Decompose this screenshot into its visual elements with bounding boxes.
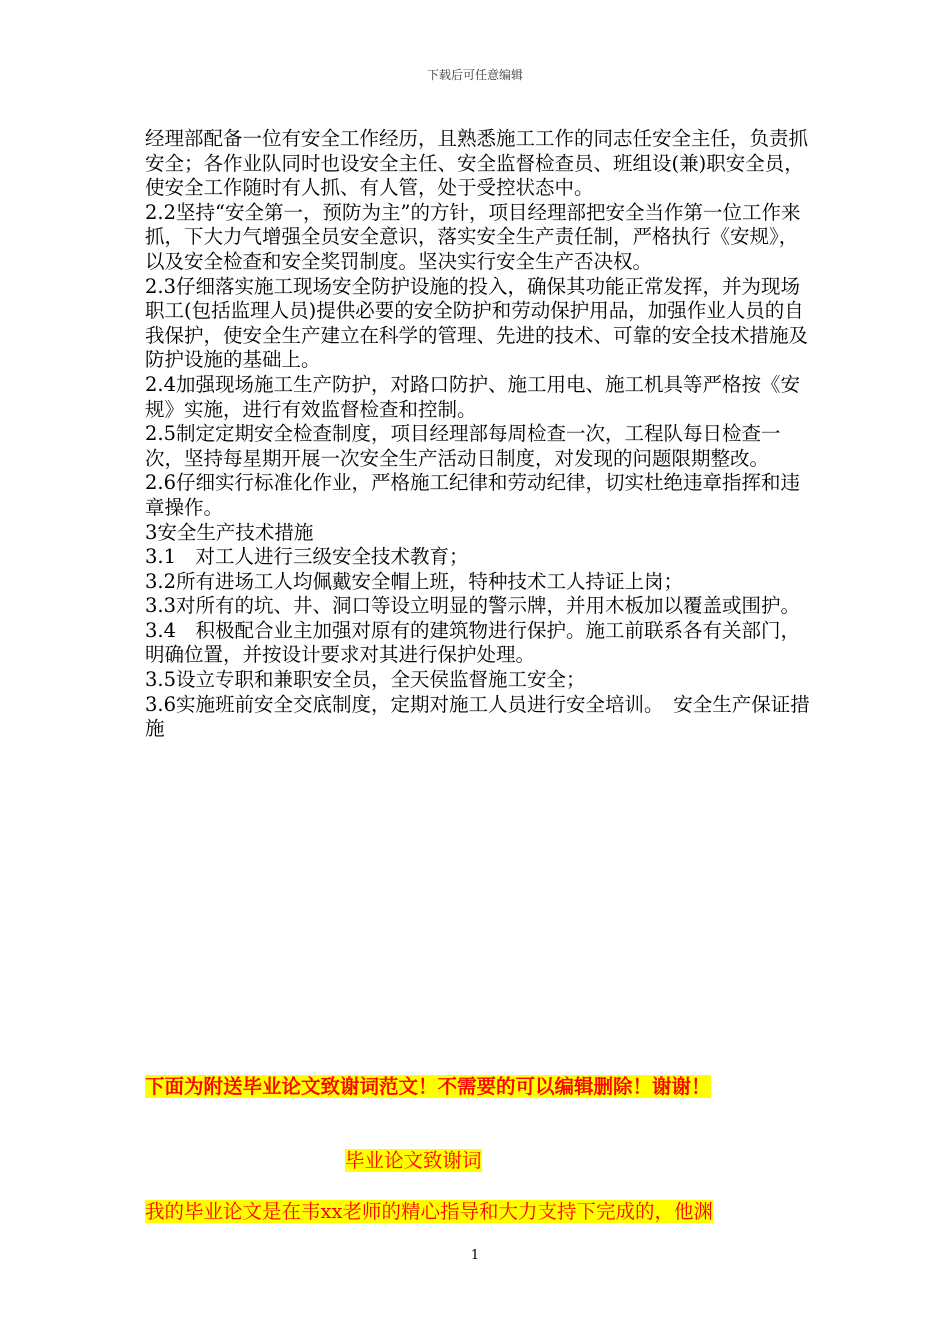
paragraph-2-3: 2.3仔细落实施工现场安全防护设施的投入，确保其功能正常发挥，并为现场职工(包括监理人员)提供必要的安全防护和劳动保护用品，加强作业人员的自我保护，使安全生产建立在科学的管理、先进的技术、可靠的安全技术措施及防护设施的基础上。 bbox=[145, 274, 809, 372]
paragraph-safety-staffing: 经理部配备一位有安全工作经历，且熟悉施工工作的同志任安全主任，负责抓安全；各作业队同时也设安全主任、安全监督检查员、班组设(兼)职安全员，使安全工作随时有人抓、有人管，处于受控状态中。 bbox=[145, 127, 809, 200]
appendix-note-text: 下面为附送毕业论文致谢词范文！不需要的可以编辑删除！谢谢！ bbox=[145, 1075, 711, 1098]
appendix-body bbox=[145, 1196, 815, 1224]
appendix-title bbox=[345, 1145, 482, 1173]
page-header: 下载后可任意编辑 bbox=[426, 68, 523, 82]
paragraph-3-5: 3.5设立专职和兼职安全员，全天侯监督施工安全； bbox=[145, 668, 586, 692]
paragraph-3-6: 3.6实施班前安全交底制度，定期对施工人员进行安全培训。 安全生产保证措施 bbox=[145, 692, 810, 741]
document-body bbox=[145, 127, 815, 742]
paragraph-3-1: 3.1 对工人进行三级安全技术教育； bbox=[145, 545, 469, 569]
page-number: 1 bbox=[470, 1248, 480, 1263]
paragraph-3-2: 3.2所有进场工人均佩戴安全帽上班，特种技术工人持证上岗； bbox=[145, 569, 684, 593]
paragraph-3-4: 3.4 积极配合业主加强对原有的建筑物进行保护。施工前联系各有关部门，明确位置，并按设计要求对其进行保护处理。 bbox=[145, 618, 801, 667]
paragraph-2-4: 2.4加强现场施工生产防护，对路口防护、施工用电、施工机具等严格按《安规》实施，进行有效监督检查和控制。 bbox=[145, 372, 801, 421]
appendix-note bbox=[145, 1071, 815, 1099]
paragraph-2-6: 2.6仔细实行标准化作业，严格施工纪律和劳动纪律，切实杜绝违章指挥和违章操作。 bbox=[145, 471, 801, 519]
appendix-body-text: 我的毕业论文是在韦xx老师的精心指导和大力支持下完成的，他渊 bbox=[145, 1200, 713, 1223]
paragraph-2-2: 2.2坚持“安全第一，预防为主”的方针，项目经理部把安全当作第一位工作来抓，下大力气增强全员安全意识，落实安全生产责任制，严格执行《安规》，以及安全检查和安全奖罚制度。坚决实行安全生产否决权。 bbox=[145, 200, 801, 273]
section-heading-3: 3安全生产技术措施 bbox=[145, 520, 314, 544]
paragraph-3-3: 3.3对所有的坑、井、洞口等设立明显的警示牌，并用木板加以覆盖或围护。 bbox=[145, 594, 801, 618]
appendix-title-text: 毕业论文致谢词 bbox=[345, 1149, 482, 1172]
paragraph-2-5: 2.5制定定期安全检查制度，项目经理部每周检查一次，工程队每日检查一次，坚持每星期开展一次安全生产活动日制度，对发现的问题限期整改。 bbox=[145, 422, 781, 470]
